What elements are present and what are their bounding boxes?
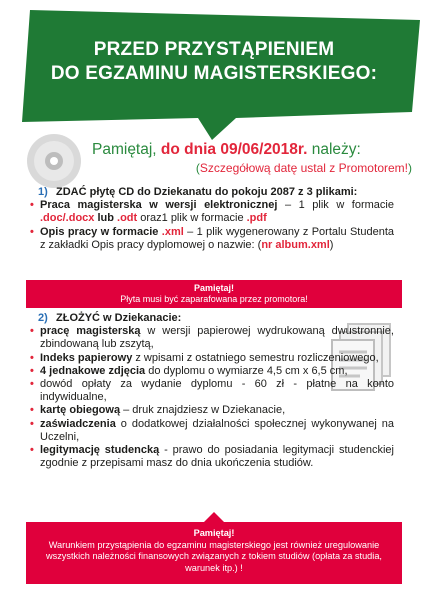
section-cd	[0, 186, 428, 252]
list-item: • Indeks papierowy z wpisami z ostatniego semestru rozliczeniowego,	[40, 352, 394, 365]
title-line-1: PRZED PRZYSTĄPIENIEM	[93, 39, 335, 60]
list-item: • 4 jednakowe zdjęcia do dyplomu o wymiarze 4,5 cm x 6,5 cm,	[40, 365, 394, 378]
remember-note: (Szczegółową datę ustal z Promotorem!)	[195, 161, 412, 175]
remember-do-dnia: do dnia	[160, 141, 221, 158]
section-dziekanat-list	[0, 325, 428, 470]
alert-title: Pamiętaj!	[193, 528, 235, 538]
section-cd-list	[0, 199, 428, 252]
alert-cd	[26, 280, 402, 308]
promotor-note: Szczegółową datę ustal z Promotorem!	[199, 161, 408, 175]
title-line-2: DO EGZAMINU MAGISTERSKIEGO:	[50, 63, 378, 84]
list-item: • kartę obiegową – druk znajdziesz w Dziekanacie,	[40, 404, 394, 417]
remember-notice	[92, 140, 412, 178]
alert-title: Pamiętaj!	[193, 283, 235, 293]
alert-finance	[26, 512, 402, 584]
header-banner	[0, 0, 428, 150]
list-item: • pracę magisterską w wersji papierowej wydrukowaną dwustronnie, zbindowaną lub zszytą,	[40, 325, 394, 351]
list-item: • dowód opłaty za wydanie dyplomu - 60 zł - płatne na konto indywidualne,	[40, 378, 394, 404]
alert-text: Płyta musi być zaparafowana przez promotora!	[120, 294, 308, 304]
section-dziekanat-heading: 2) ZŁOŻYĆ w Dziekanacie:	[38, 312, 182, 324]
list-item: • Praca magisterska w wersji elektronicznej – 1 plik w formacie .doc/.docx lub .odt oraz1 plik w formacie .pdf	[40, 199, 394, 225]
section-dziekanat	[0, 312, 428, 470]
list-item: • zaświadczenia o dodatkowej działalności społecznej wykonywanej na Uczelni,	[40, 418, 394, 444]
cd-icon	[26, 133, 82, 189]
deadline-date: 09/06/2018r.	[220, 141, 308, 158]
remember-prefix: Pamiętaj,	[92, 141, 161, 158]
section-cd-heading: 1) ZDAĆ płytę CD do Dziekanatu do pokoju 2087 z 3 plikami:	[38, 186, 358, 198]
footer-text	[32, 528, 396, 574]
list-item: • legitymację studencką - prawo do posiadania legitymacji studenckiej zgodnie z przepisami masz do dnia ukończenia studiów.	[40, 444, 394, 470]
remember-suffix: należy:	[307, 141, 361, 158]
list-item: • Opis pracy w formacie .xml – 1 plik wygenerowany z Portalu Studenta z zakładki Opis pracy dyplomowej o nazwie: (nr album.xml)	[40, 226, 394, 252]
alert-text: Warunkiem przystąpienia do egzaminu magisterskiego jest również uregulowanie wszystkich należności finansowych związanych z tokiem studiów (opłata za studia, warunek itp.) !	[45, 539, 382, 573]
page-title	[0, 38, 428, 86]
